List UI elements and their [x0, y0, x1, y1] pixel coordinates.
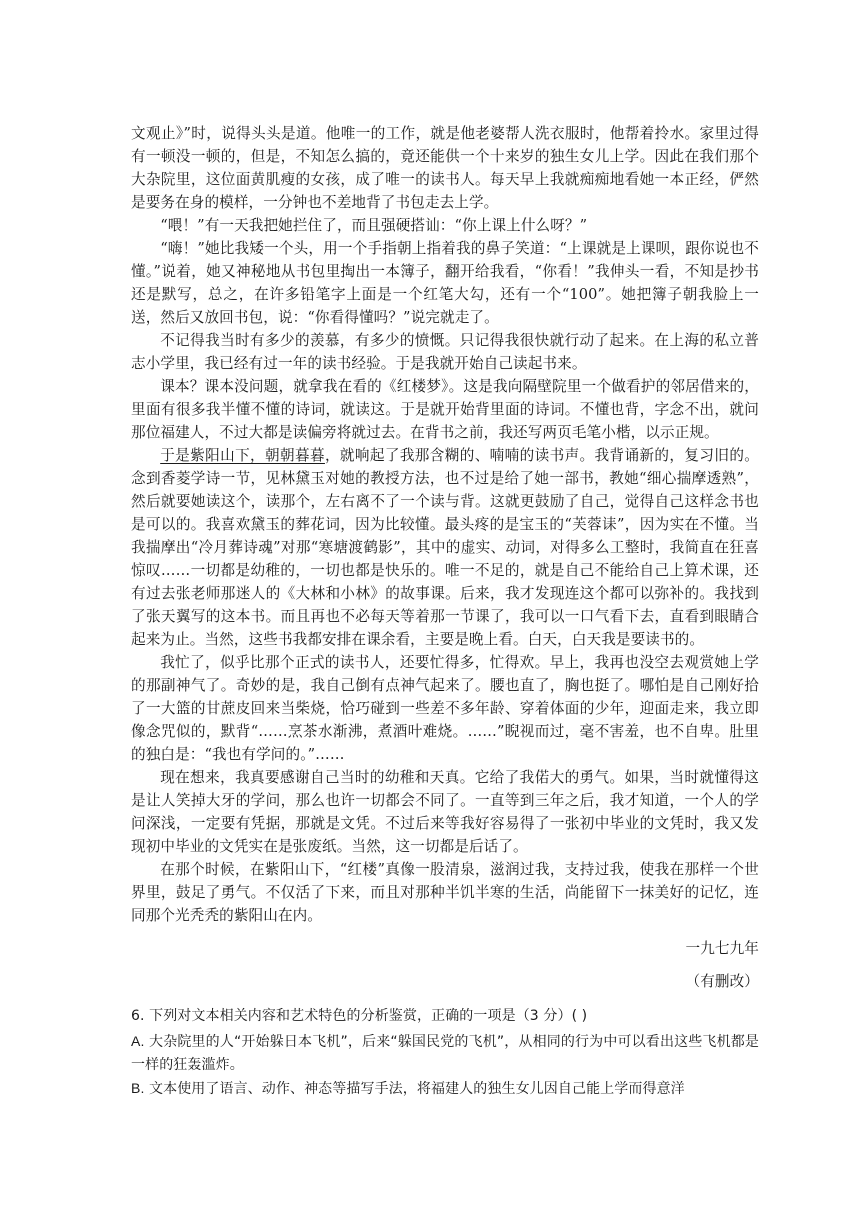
document-page — [131, 122, 759, 1101]
paragraph-5: 课本？课本没问题，就拿我在看的《红楼梦》。这是我向隔壁院里一个做看护的邻居借来的，里面有很多我半懂不懂的诗词，就读这。于是就开始背里面的诗词。不懂也背，字念不出，就问那位福建人，不过大都是读偏旁将就过去。在背书之前，我还写两页毛笔小楷，以示正规。 — [131, 378, 759, 441]
paragraph-3: “嗨！”她比我矮一个头，用一个手指朝上指着我的鼻子笑道：“上课就是上课呗，跟你说也不懂。”说着，她又神秘地从书包里掏出一本簿子，翻开给我看，“你看！”我伸头一看，不知是抄书还是默写，总之，在许多铅笔字上面是一个红笔大勾，还有一个“100”。她把簿子朝我脸上一送，然后又放回书包，说：“你看得懂吗？”说完就走了。 — [131, 240, 759, 326]
option-b-letter: B. — [131, 1080, 145, 1096]
date-signature: 一九七九年 — [685, 940, 759, 957]
paragraph-4: 不记得我当时有多少的羡慕，有多少的愤慨。只记得我很快就行动了起来。在上海的私立普志小学里，我已经有过一年的读书经验。于是我就开始自己读起书来。 — [131, 332, 759, 372]
option-a — [131, 1030, 759, 1077]
paragraph-9: 在那个时候，在紫阳山下，“红楼”真像一股清泉，滋润过我，支持过我，使我在那样一个世界里，鼓足了勇气。不仅活了下来，而且对那种半饥半寒的生活，尚能留下一抹美好的记忆，连同那个光秃秃的紫阳山在内。 — [131, 861, 759, 924]
paragraph-6-body: ，就响起了我那含糊的、喃喃的读书声。我背诵新的，复习旧的。念到香菱学诗一节，见林黛玉对她的教授方法，也不过是给了她一部书，教她“细心揣摩透熟”，然后就要她读这个，读那个，左右离不了一个读与背。这就更鼓励了自己，觉得自己这样念书也是可以的。我喜欢黛玉的葬花词，因为比较懂。最头疼的是宝玉的“芙蓉诔”，因为实在不懂。当我揣摩出“冷月葬诗魂”对那“寒塘渡鹤影”，其中的虚实、动词，对得多么工整时，我简直在狂喜惊叹……一切都是幼稚的，一切也都是快乐的。唯一不足的，就是自己不能给自己上算术课，还有过去张老师那迷人的《大林和小林》的故事课。后来，我才发现连这个都可以弥补的。我找到了张天翼写的这本书。而且再也不必每天等着那一节课了，我可以一口气看下去，直看到眼睛合起来为止。当然，这些书我都安排在课余看，主要是晚上看。白天，白天我是要读书的。 — [131, 447, 759, 648]
underlined-phrase: 于是紫阳山下，朝朝暮暮 — [160, 447, 325, 464]
abridged-note: （有删改） — [685, 973, 759, 990]
paragraph-2: “喂！”有一天我把她拦住了，而且强硬搭讪：“你上课上什么呀？” — [160, 217, 588, 234]
question-stem: 6. 下列对文本相关内容和艺术特色的分析鉴赏，正确的一项是（3 分）( ) — [131, 1008, 588, 1024]
option-a-letter: A. — [131, 1033, 145, 1049]
question-block — [131, 1005, 759, 1101]
option-a-text: 大杂院里的人“开始躲日本飞机”，后来“躲国民党的飞机”，从相同的行为中可以看出这些飞机都是一样的狂轰滥炸。 — [131, 1034, 759, 1073]
paragraph-7: 我忙了，似乎比那个正式的读书人，还要忙得多，忙得欢。早上，我再也没空去观赏她上学的那副神气了。奇妙的是，我自己倒有点神气起来了。腰也直了，胸也挺了。哪怕是自己刚好拾了一大篮的甘蔗皮回来当柴烧，恰巧碰到一些差不多年龄、穿着体面的少年，迎面走来，我立即像念咒似的，默背“……烹茶水渐沸，煮酒叶难烧。……”睨视而过，毫不害羞，也不自卑。肚里的独白是：“我也有学问的。”…… — [131, 654, 759, 763]
paragraph-1: 文观止》”时，说得头头是道。他唯一的工作，就是他老婆帮人洗衣服时，他帮着拎水。家里过得有一顿没一顿的，但是，不知怎么搞的，竟还能供一个十来岁的独生女儿上学。因此在我们那个大杂院里，这位面黄肌瘦的女孩，成了唯一的读书人。每天早上我就痴痴地看她一本正经，俨然是要务在身的模样，一分钟也不差地背了书包走去上学。 — [131, 125, 759, 211]
paragraph-8: 现在想来，我真要感谢自己当时的幼稚和天真。它给了我偌大的勇气。如果，当时就懂得这是让人笑掉大牙的学问，那么也许一切都会不同了。一直等到三年之后，我才知道，一个人的学问深浅，一定要有凭据，那就是文凭。不过后来等我好容易得了一张初中毕业的文凭时，我又发现初中毕业的文凭实在是张废纸。当然，这一切都是后话了。 — [131, 769, 759, 855]
option-b — [131, 1077, 759, 1101]
option-b-text: 文本使用了语言、动作、神态等描写手法，将福建人的独生女儿因自己能上学而得意洋 — [144, 1081, 685, 1097]
paragraph-6 — [131, 444, 759, 651]
